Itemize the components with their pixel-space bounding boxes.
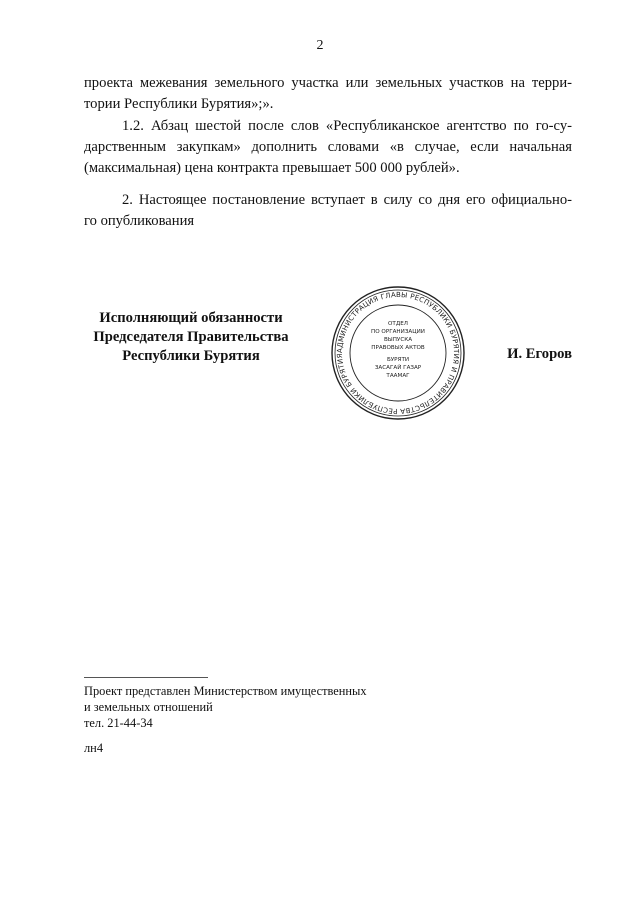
paragraph-line: дарственным закупкам» дополнить словами «в случае, если начальная [84, 139, 572, 155]
seal-inner-line: ЗАСАГАЙ ГАЗАР [374, 365, 422, 371]
seal-inner-line: ПО ОРГАНИЗАЦИИ [371, 329, 425, 335]
seal-inner-line: ОТДЕЛ [388, 321, 408, 327]
seal-inner-line: БУРЯТИ [386, 357, 410, 363]
paragraph-line: проекта межевания земельного участка или земельных участков на терри- [84, 75, 572, 91]
footer-divider [84, 677, 208, 678]
footer-line: Проект представлен Министерством имущественных [84, 684, 367, 698]
svg-text:АДМИНИСТРАЦИЯ ГЛАВЫ РЕСПУБЛИКИ [336, 291, 460, 415]
page-number: 2 [316, 38, 324, 53]
signatory-title-line: Председателя Правительства [93, 329, 289, 345]
paragraph-amendment [84, 116, 572, 179]
paragraph-line: 1.2. Абзац шестой после слов «Республиканское агентство по го-су- [122, 118, 572, 134]
seal-inner-line: ТААМАГ [386, 373, 410, 379]
paragraph-line: (максимальная) цена контракта превышает 500 000 рублей». [84, 160, 460, 176]
signatory-title-line: Исполняющий обязанности [99, 310, 283, 326]
document-code: лн4 [84, 741, 104, 755]
signatory-name: И. Егоров [507, 346, 572, 362]
signatory-title [84, 309, 298, 366]
seal-outer-text: АДМИНИСТРАЦИЯ ГЛАВЫ РЕСПУБЛИКИ БУРЯТИЯ И ПРАВИТЕЛЬСТВА РЕСПУБЛИКИ БУРЯТИЯ [335, 290, 461, 416]
official-seal [330, 285, 466, 421]
seal-inner-line: ПРАВОВЫХ АКТОВ [371, 345, 425, 351]
paragraph-line: тории Республики Бурятия»;». [84, 96, 274, 112]
paragraph-line: го опубликования [84, 213, 195, 229]
footer-note [84, 683, 367, 731]
paragraph-effective-date [84, 190, 572, 232]
footer-line: тел. 21-44-34 [84, 716, 153, 730]
seal-inner-line: ВЫПУСКА [383, 337, 413, 343]
paragraph-continuation [84, 73, 572, 115]
paragraph-line: 2. Настоящее постановление вступает в силу со дня его официально- [122, 192, 572, 208]
signatory-title-line: Республики Бурятия [122, 348, 260, 364]
footer-line: и земельных отношений [84, 700, 213, 714]
